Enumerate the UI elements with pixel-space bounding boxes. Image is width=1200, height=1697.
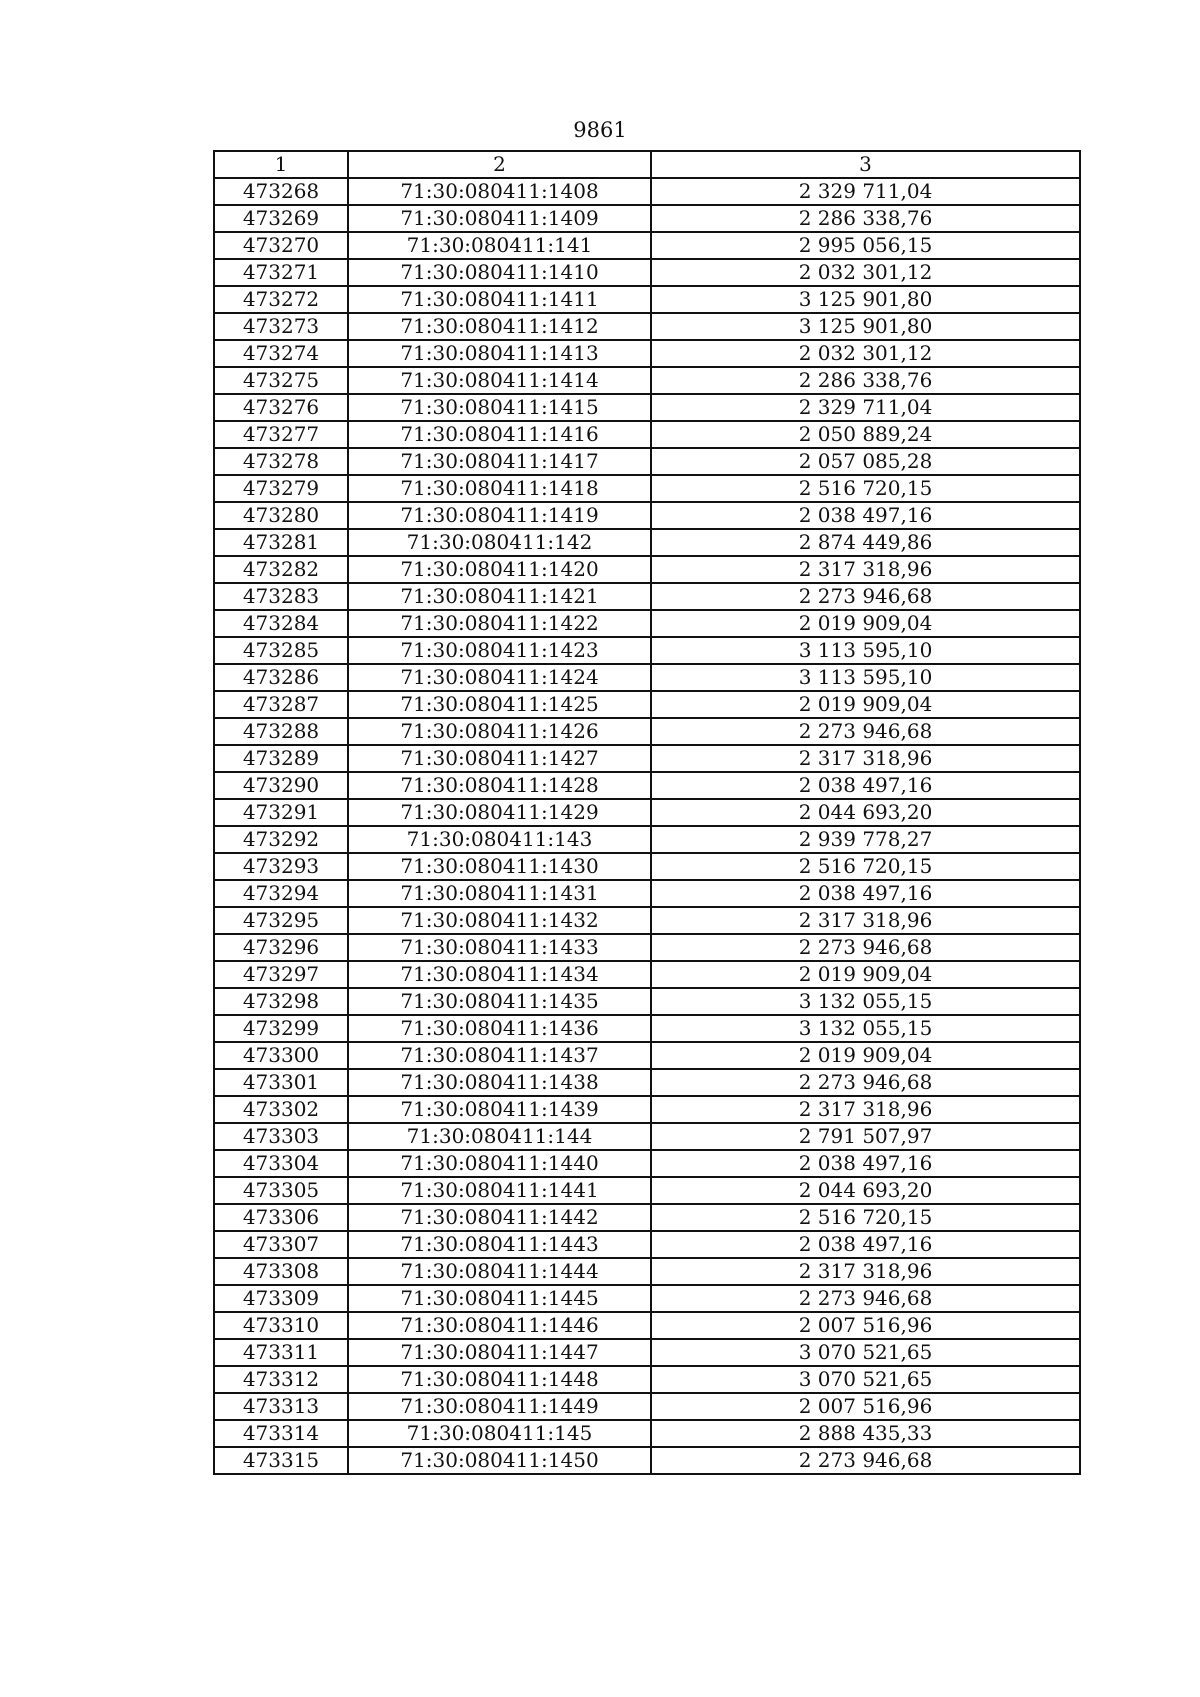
value-cell: 2 286 338,76 [651,205,1080,232]
cadastral-number-cell: 71:30:080411:141 [348,232,651,259]
table-row [214,637,1080,664]
table-row [214,556,1080,583]
cadastral-number-cell: 71:30:080411:1416 [348,421,651,448]
table-row [214,421,1080,448]
value-cell: 2 019 909,04 [651,691,1080,718]
table-row [214,826,1080,853]
cadastral-number-cell: 71:30:080411:1419 [348,502,651,529]
row-number-cell: 473277 [214,421,348,448]
cadastral-number-cell: 71:30:080411:1417 [348,448,651,475]
cadastral-number-cell: 71:30:080411:1444 [348,1258,651,1285]
row-number-cell: 473297 [214,961,348,988]
row-number-cell: 473315 [214,1447,348,1474]
registry-table [213,150,1081,1475]
value-cell: 2 286 338,76 [651,367,1080,394]
table-row [214,448,1080,475]
table-row [214,1015,1080,1042]
cadastral-number-cell: 71:30:080411:1440 [348,1150,651,1177]
table-row [214,502,1080,529]
cadastral-number-cell: 71:30:080411:1413 [348,340,651,367]
cadastral-number-cell: 71:30:080411:1438 [348,1069,651,1096]
column-header-2: 2 [348,151,651,178]
table-row [214,1420,1080,1447]
value-cell: 3 070 521,65 [651,1366,1080,1393]
table-row [214,205,1080,232]
value-cell: 3 132 055,15 [651,1015,1080,1042]
value-cell: 2 888 435,33 [651,1420,1080,1447]
table-row [214,1177,1080,1204]
cadastral-number-cell: 71:30:080411:1410 [348,259,651,286]
table-row [214,853,1080,880]
value-cell: 2 273 946,68 [651,718,1080,745]
table-row [214,1204,1080,1231]
table-row [214,313,1080,340]
cadastral-number-cell: 71:30:080411:1446 [348,1312,651,1339]
table-row [214,1393,1080,1420]
table-row [214,1096,1080,1123]
cadastral-number-cell: 71:30:080411:142 [348,529,651,556]
row-number-cell: 473295 [214,907,348,934]
value-cell: 2 038 497,16 [651,502,1080,529]
table-row [214,583,1080,610]
row-number-cell: 473307 [214,1231,348,1258]
row-number-cell: 473293 [214,853,348,880]
table-row [214,232,1080,259]
table-row [214,259,1080,286]
row-number-cell: 473306 [214,1204,348,1231]
value-cell: 2 044 693,20 [651,1177,1080,1204]
table-row [214,1150,1080,1177]
row-number-cell: 473312 [214,1366,348,1393]
value-cell: 2 939 778,27 [651,826,1080,853]
value-cell: 2 273 946,68 [651,1447,1080,1474]
row-number-cell: 473274 [214,340,348,367]
cadastral-number-cell: 71:30:080411:1429 [348,799,651,826]
cadastral-number-cell: 71:30:080411:1415 [348,394,651,421]
cadastral-number-cell: 71:30:080411:1425 [348,691,651,718]
row-number-cell: 473282 [214,556,348,583]
row-number-cell: 473276 [214,394,348,421]
row-number-cell: 473289 [214,745,348,772]
row-number-cell: 473302 [214,1096,348,1123]
cadastral-number-cell: 71:30:080411:1421 [348,583,651,610]
row-number-cell: 473313 [214,1393,348,1420]
row-number-cell: 473279 [214,475,348,502]
row-number-cell: 473308 [214,1258,348,1285]
cadastral-number-cell: 71:30:080411:1442 [348,1204,651,1231]
value-cell: 2 019 909,04 [651,610,1080,637]
value-cell: 2 995 056,15 [651,232,1080,259]
row-number-cell: 473270 [214,232,348,259]
value-cell: 2 007 516,96 [651,1312,1080,1339]
value-cell: 2 273 946,68 [651,1285,1080,1312]
value-cell: 2 273 946,68 [651,934,1080,961]
page-number: 9861 [573,118,627,142]
cadastral-number-cell: 71:30:080411:1432 [348,907,651,934]
table-row [214,961,1080,988]
row-number-cell: 473314 [214,1420,348,1447]
row-number-cell: 473283 [214,583,348,610]
table-row [214,394,1080,421]
table-row [214,178,1080,205]
row-number-cell: 473300 [214,1042,348,1069]
cadastral-number-cell: 71:30:080411:1424 [348,664,651,691]
table-row [214,529,1080,556]
table-row [214,1285,1080,1312]
cadastral-number-cell: 71:30:080411:1439 [348,1096,651,1123]
value-cell: 3 132 055,15 [651,988,1080,1015]
cadastral-number-cell: 71:30:080411:1414 [348,367,651,394]
table-row [214,1231,1080,1258]
table-row [214,664,1080,691]
row-number-cell: 473275 [214,367,348,394]
row-number-cell: 473271 [214,259,348,286]
cadastral-number-cell: 71:30:080411:1422 [348,610,651,637]
value-cell: 2 007 516,96 [651,1393,1080,1420]
cadastral-number-cell: 71:30:080411:1431 [348,880,651,907]
value-cell: 2 874 449,86 [651,529,1080,556]
value-cell: 3 070 521,65 [651,1339,1080,1366]
cadastral-number-cell: 71:30:080411:1426 [348,718,651,745]
value-cell: 3 113 595,10 [651,664,1080,691]
row-number-cell: 473309 [214,1285,348,1312]
value-cell: 2 317 318,96 [651,745,1080,772]
row-number-cell: 473291 [214,799,348,826]
cadastral-number-cell: 71:30:080411:1412 [348,313,651,340]
cadastral-number-cell: 71:30:080411:1427 [348,745,651,772]
table-row [214,1258,1080,1285]
value-cell: 2 329 711,04 [651,178,1080,205]
value-cell: 2 317 318,96 [651,907,1080,934]
value-cell: 2 038 497,16 [651,880,1080,907]
value-cell: 3 125 901,80 [651,286,1080,313]
row-number-cell: 473310 [214,1312,348,1339]
table-row [214,1447,1080,1474]
value-cell: 2 791 507,97 [651,1123,1080,1150]
value-cell: 2 032 301,12 [651,259,1080,286]
cadastral-number-cell: 71:30:080411:143 [348,826,651,853]
row-number-cell: 473278 [214,448,348,475]
table-row [214,745,1080,772]
cadastral-number-cell: 71:30:080411:1443 [348,1231,651,1258]
value-cell: 2 317 318,96 [651,556,1080,583]
value-cell: 2 516 720,15 [651,475,1080,502]
cadastral-number-cell: 71:30:080411:1423 [348,637,651,664]
cadastral-number-cell: 71:30:080411:1447 [348,1339,651,1366]
cadastral-number-cell: 71:30:080411:1448 [348,1366,651,1393]
table-row [214,691,1080,718]
value-cell: 3 113 595,10 [651,637,1080,664]
column-header-3: 3 [651,151,1080,178]
row-number-cell: 473303 [214,1123,348,1150]
row-number-cell: 473290 [214,772,348,799]
row-number-cell: 473311 [214,1339,348,1366]
row-number-cell: 473285 [214,637,348,664]
table-row [214,475,1080,502]
table-row [214,988,1080,1015]
cadastral-number-cell: 71:30:080411:1434 [348,961,651,988]
cadastral-number-cell: 71:30:080411:1445 [348,1285,651,1312]
row-number-cell: 473286 [214,664,348,691]
cadastral-number-cell: 71:30:080411:1437 [348,1042,651,1069]
cadastral-number-cell: 71:30:080411:1418 [348,475,651,502]
table-row [214,1312,1080,1339]
cadastral-number-cell: 71:30:080411:144 [348,1123,651,1150]
value-cell: 2 019 909,04 [651,1042,1080,1069]
table-row [214,718,1080,745]
table-row [214,1069,1080,1096]
table-row [214,772,1080,799]
table-row [214,286,1080,313]
registry-table-body [214,151,1080,1474]
value-cell: 2 038 497,16 [651,772,1080,799]
table-header-row [214,151,1080,178]
table-row [214,880,1080,907]
cadastral-number-cell: 71:30:080411:1428 [348,772,651,799]
cadastral-number-cell: 71:30:080411:1420 [348,556,651,583]
row-number-cell: 473287 [214,691,348,718]
row-number-cell: 473292 [214,826,348,853]
value-cell: 2 273 946,68 [651,583,1080,610]
row-number-cell: 473301 [214,1069,348,1096]
cadastral-number-cell: 71:30:080411:1441 [348,1177,651,1204]
table-row [214,1366,1080,1393]
row-number-cell: 473299 [214,1015,348,1042]
cadastral-number-cell: 71:30:080411:1408 [348,178,651,205]
cadastral-number-cell: 71:30:080411:145 [348,1420,651,1447]
value-cell: 2 050 889,24 [651,421,1080,448]
value-cell: 2 317 318,96 [651,1258,1080,1285]
value-cell: 2 057 085,28 [651,448,1080,475]
row-number-cell: 473273 [214,313,348,340]
cadastral-number-cell: 71:30:080411:1433 [348,934,651,961]
table-row [214,1339,1080,1366]
value-cell: 2 516 720,15 [651,853,1080,880]
cadastral-number-cell: 71:30:080411:1450 [348,1447,651,1474]
table-row [214,907,1080,934]
row-number-cell: 473294 [214,880,348,907]
value-cell: 2 329 711,04 [651,394,1080,421]
table-row [214,1042,1080,1069]
cadastral-number-cell: 71:30:080411:1449 [348,1393,651,1420]
value-cell: 2 038 497,16 [651,1150,1080,1177]
column-header-1: 1 [214,151,348,178]
row-number-cell: 473268 [214,178,348,205]
table-row [214,799,1080,826]
table-row [214,367,1080,394]
row-number-cell: 473269 [214,205,348,232]
cadastral-number-cell: 71:30:080411:1435 [348,988,651,1015]
cadastral-number-cell: 71:30:080411:1409 [348,205,651,232]
table-row [214,934,1080,961]
row-number-cell: 473272 [214,286,348,313]
row-number-cell: 473305 [214,1177,348,1204]
row-number-cell: 473281 [214,529,348,556]
row-number-cell: 473288 [214,718,348,745]
value-cell: 2 273 946,68 [651,1069,1080,1096]
value-cell: 3 125 901,80 [651,313,1080,340]
table-row [214,1123,1080,1150]
row-number-cell: 473284 [214,610,348,637]
value-cell: 2 516 720,15 [651,1204,1080,1231]
cadastral-number-cell: 71:30:080411:1411 [348,286,651,313]
table-row [214,340,1080,367]
row-number-cell: 473304 [214,1150,348,1177]
table-row [214,610,1080,637]
row-number-cell: 473298 [214,988,348,1015]
cadastral-number-cell: 71:30:080411:1430 [348,853,651,880]
row-number-cell: 473280 [214,502,348,529]
row-number-cell: 473296 [214,934,348,961]
value-cell: 2 044 693,20 [651,799,1080,826]
value-cell: 2 019 909,04 [651,961,1080,988]
value-cell: 2 317 318,96 [651,1096,1080,1123]
value-cell: 2 032 301,12 [651,340,1080,367]
value-cell: 2 038 497,16 [651,1231,1080,1258]
cadastral-number-cell: 71:30:080411:1436 [348,1015,651,1042]
